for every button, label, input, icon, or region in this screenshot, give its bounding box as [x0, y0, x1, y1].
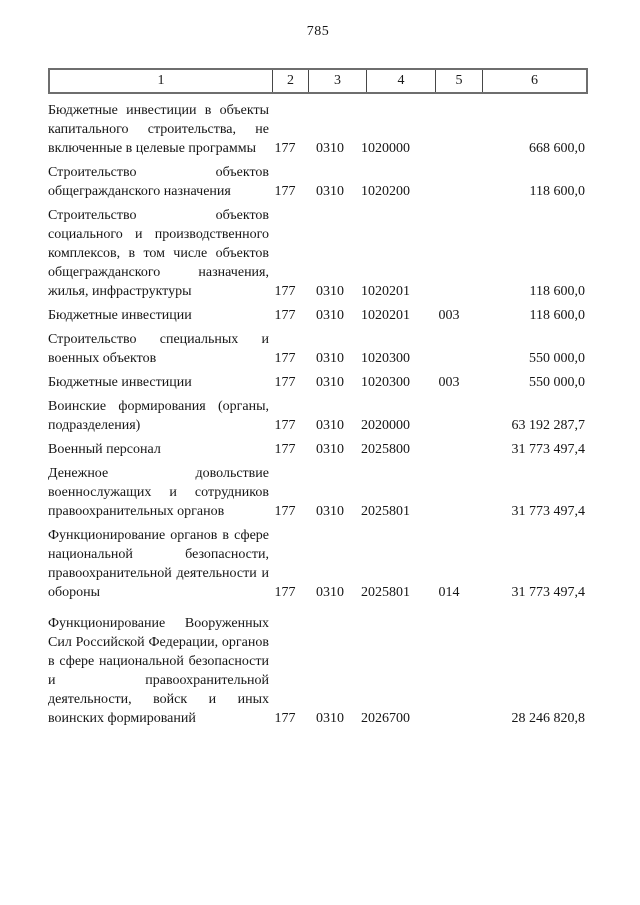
- row-target-item-code: 2026700: [361, 711, 410, 726]
- row-section-code: 0310: [316, 418, 344, 433]
- row-expense-type-code: 003: [438, 375, 460, 390]
- row-description: Бюджетные инвестиции в объекты капитального строительства, не включенные в целевые программы: [48, 103, 269, 156]
- row-agency-code: 177: [274, 351, 296, 366]
- row-target-item-code: 2020000: [361, 418, 410, 433]
- row-section-code: 0310: [316, 442, 344, 457]
- row-amount: 118 600,0: [529, 184, 585, 199]
- row-agency-code: 177: [274, 442, 296, 457]
- row-description: Бюджетные инвестиции: [48, 375, 192, 390]
- column-header-1: 1: [157, 73, 165, 88]
- row-target-item-code: 1020200: [361, 184, 410, 199]
- row-description: Денежное довольствие военнослужащих и сотрудников правоохранительных органов: [48, 466, 269, 519]
- row-amount: 668 600,0: [529, 141, 585, 156]
- column-header-4: 4: [366, 70, 435, 92]
- row-agency-code: 177: [274, 184, 296, 199]
- row-target-item-code: 1020300: [361, 375, 410, 390]
- row-agency-code: 177: [274, 711, 296, 726]
- table-row: [48, 206, 588, 301]
- table-row: [48, 101, 588, 158]
- row-description: Бюджетные инвестиции: [48, 308, 192, 323]
- table-row: [48, 526, 588, 602]
- row-target-item-code: 1020300: [361, 351, 410, 366]
- column-header-2: 2: [272, 70, 308, 92]
- table-row: [48, 397, 588, 435]
- row-target-item-code: 2025801: [361, 504, 410, 519]
- row-description: Строительство объектов общегражданского назначения: [48, 165, 269, 199]
- row-amount: 63 192 287,7: [511, 418, 585, 433]
- row-description: Воинские формирования (органы, подразделения): [48, 399, 269, 433]
- row-target-item-code: 1020000: [361, 141, 410, 156]
- row-agency-code: 177: [274, 585, 296, 600]
- row-agency-code: 177: [274, 141, 296, 156]
- row-target-item-code: 1020201: [361, 284, 410, 299]
- row-description: Функционирование Вооруженных Сил Российской Федерации, органов в сфере национальной безопасности и правоохранительной деятельности, войск и иных воинских формирований: [48, 616, 269, 726]
- row-amount: 31 773 497,4: [511, 585, 585, 600]
- row-section-code: 0310: [316, 141, 344, 156]
- table-row: [48, 306, 588, 325]
- row-amount: 550 000,0: [529, 375, 585, 390]
- row-agency-code: 177: [274, 308, 296, 323]
- row-amount: 118 600,0: [529, 308, 585, 323]
- row-section-code: 0310: [316, 711, 344, 726]
- row-section-code: 0310: [316, 351, 344, 366]
- row-section-code: 0310: [316, 504, 344, 519]
- row-amount: 31 773 497,4: [511, 504, 585, 519]
- column-header-3: 3: [308, 70, 366, 92]
- row-expense-type-code: 003: [438, 308, 460, 323]
- row-target-item-code: 2025800: [361, 442, 410, 457]
- row-description: Функционирование органов в сфере национальной безопасности, правоохранительной деятельности и обороны: [48, 528, 269, 600]
- table-header-row: [48, 68, 588, 94]
- column-header-5: 5: [435, 70, 482, 92]
- row-description: Военный персонал: [48, 442, 161, 457]
- row-section-code: 0310: [316, 308, 344, 323]
- row-amount: 31 773 497,4: [511, 442, 585, 457]
- column-header-6: 6: [482, 70, 586, 92]
- row-target-item-code: 1020201: [361, 308, 410, 323]
- row-section-code: 0310: [316, 184, 344, 199]
- table-body: [48, 101, 588, 728]
- table-row: [48, 330, 588, 368]
- row-section-code: 0310: [316, 585, 344, 600]
- row-description: Строительство специальных и военных объектов: [48, 332, 269, 366]
- row-amount: 28 246 820,8: [511, 711, 585, 726]
- row-expense-type-code: 014: [438, 585, 460, 600]
- row-agency-code: 177: [274, 504, 296, 519]
- table-row: [48, 373, 588, 392]
- row-amount: 550 000,0: [529, 351, 585, 366]
- table-row: [48, 163, 588, 201]
- row-description: Строительство объектов социального и производственного комплексов, в том числе объектов общегражданского назначения, жилья, инфраструктуры: [48, 208, 269, 299]
- row-agency-code: 177: [274, 284, 296, 299]
- row-agency-code: 177: [274, 375, 296, 390]
- budget-table: [48, 68, 588, 733]
- row-amount: 118 600,0: [529, 284, 585, 299]
- table-row: [48, 440, 588, 459]
- row-section-code: 0310: [316, 375, 344, 390]
- row-agency-code: 177: [274, 418, 296, 433]
- table-row: [48, 464, 588, 521]
- page-number: 785: [306, 24, 330, 39]
- table-row: [48, 614, 588, 728]
- row-section-code: 0310: [316, 284, 344, 299]
- row-target-item-code: 2025801: [361, 585, 410, 600]
